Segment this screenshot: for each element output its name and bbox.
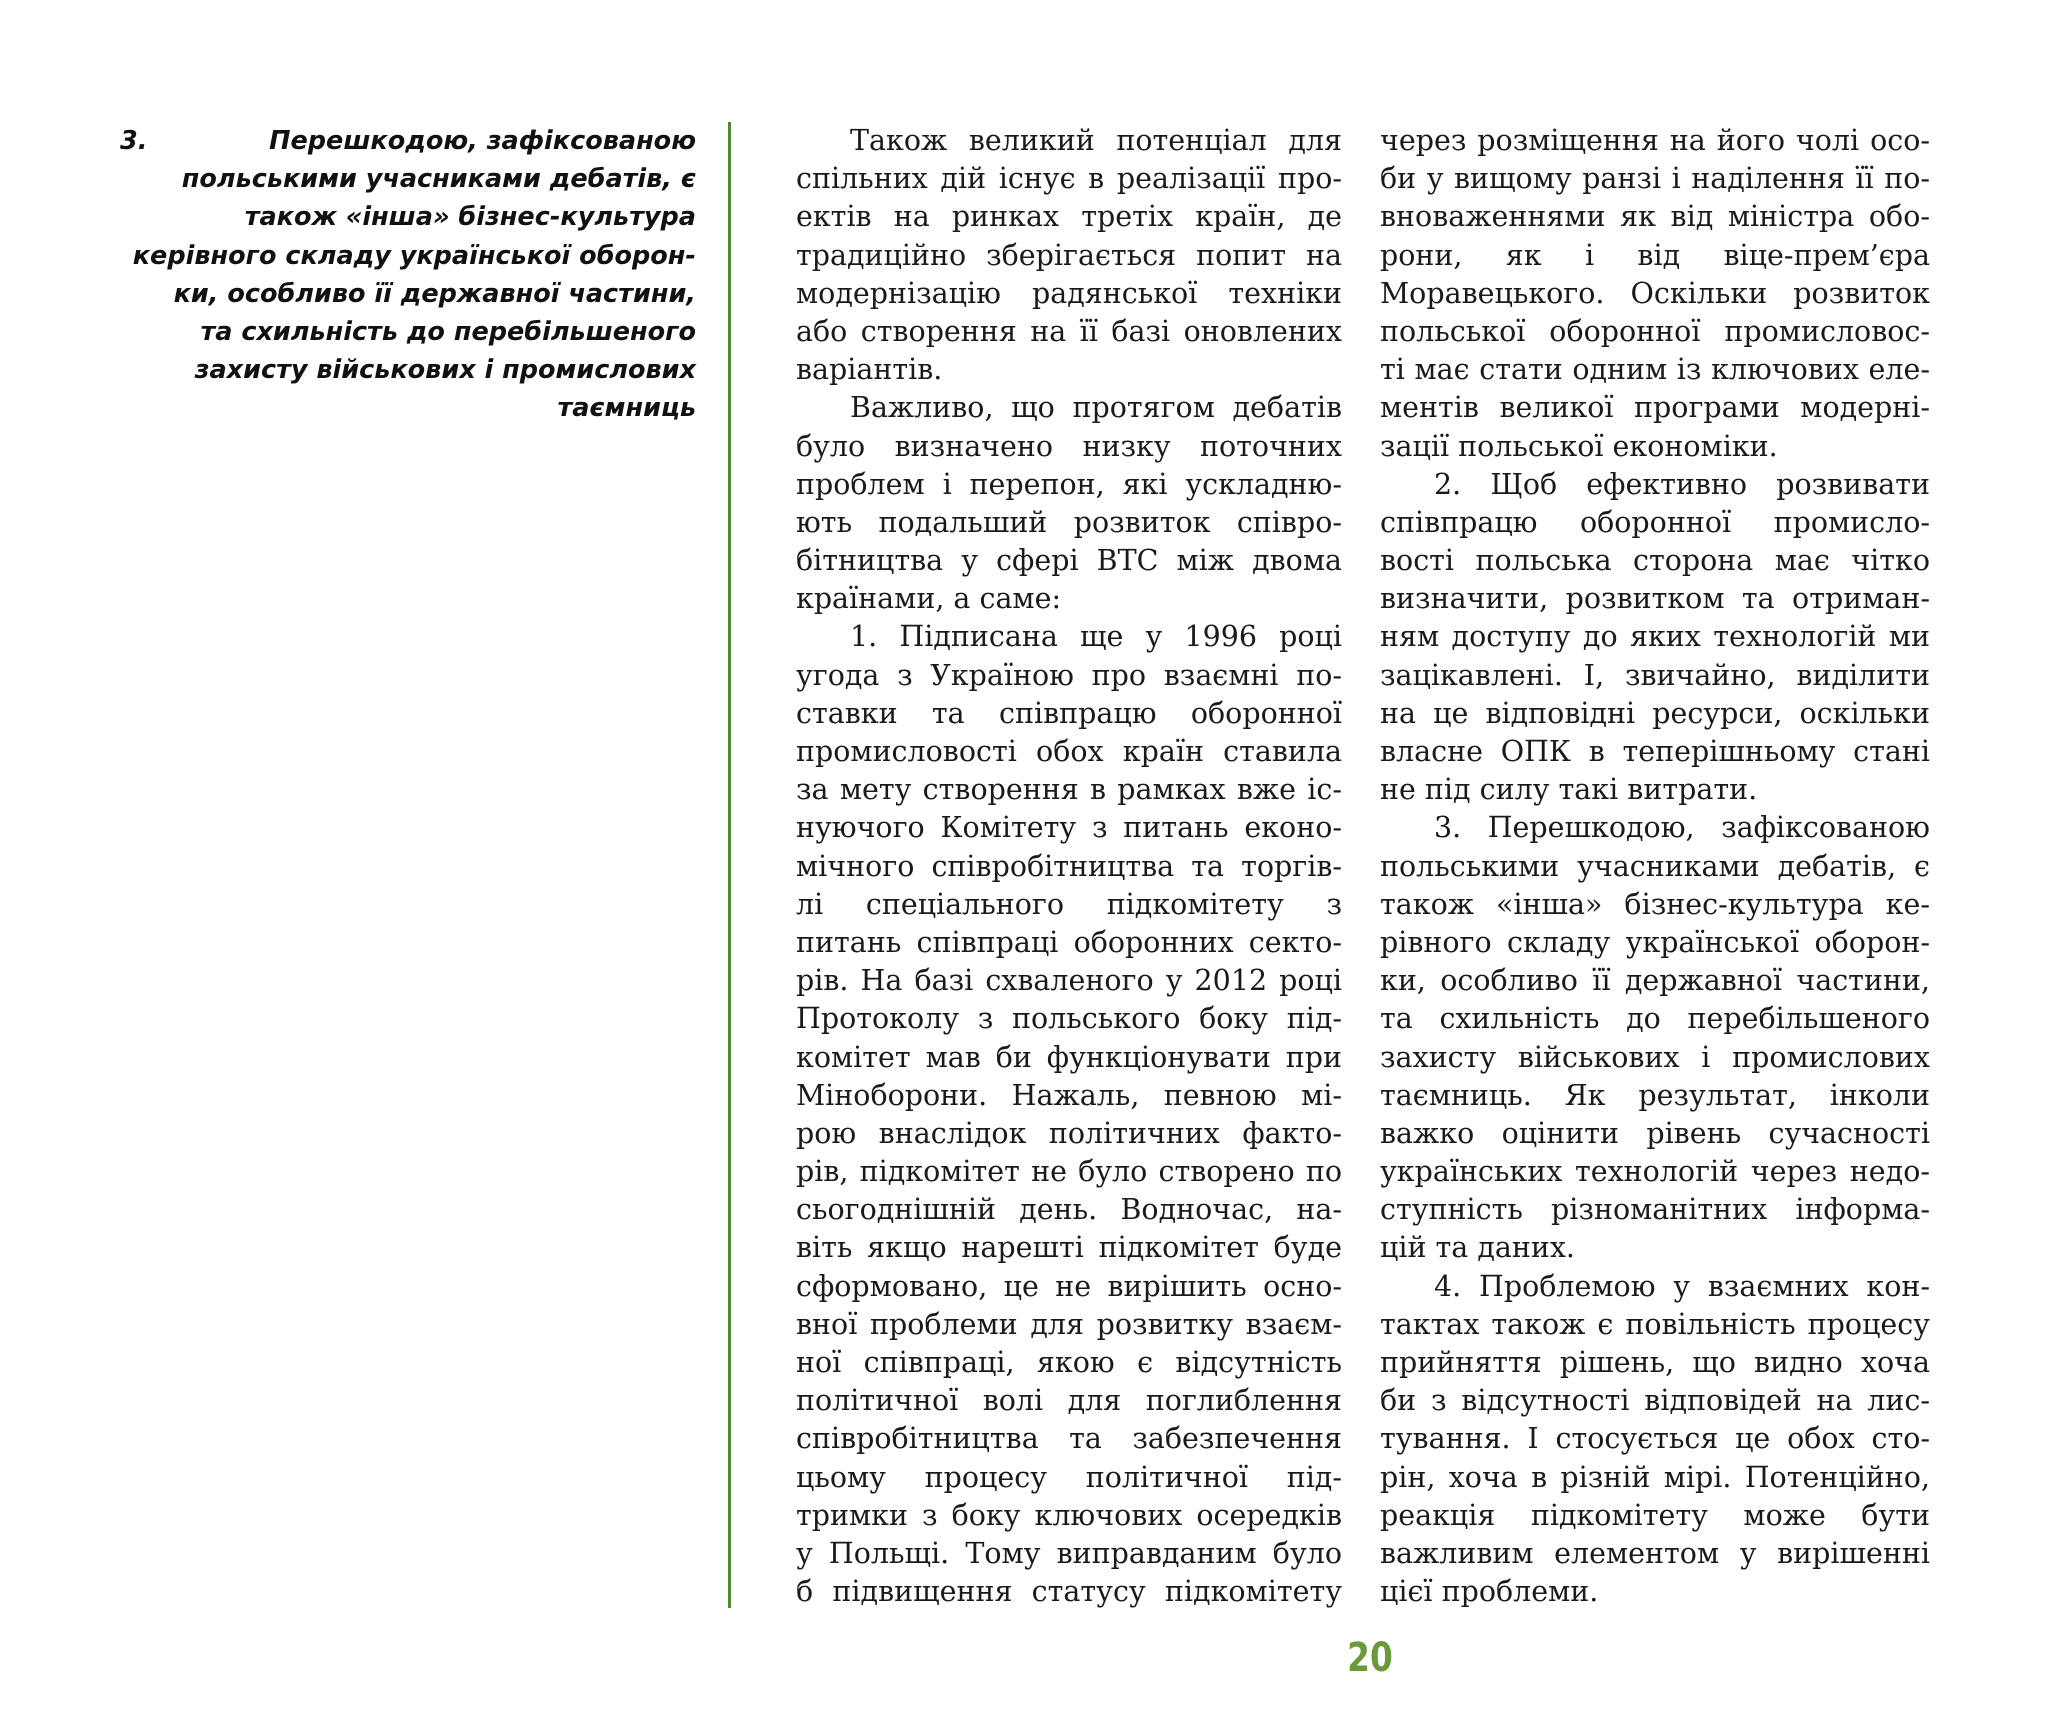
text-line: рою внаслідок політичних факто- <box>796 1116 1342 1150</box>
text-line: Важливо, що протягом дебатів <box>850 391 1342 425</box>
text-line: ють подальший розвиток співро- <box>796 505 1342 539</box>
text-line: або створення на її базі оновлених <box>796 314 1342 348</box>
text-line: цьому процесу політичної під- <box>796 1460 1342 1494</box>
text-line: 4. Проблемою у взаємних кон- <box>1434 1269 1930 1303</box>
text-line: спільних дій існує в реалізації про- <box>796 162 1342 196</box>
text-line: та схильність до перебільшеного <box>1380 1002 1930 1036</box>
text-line: 2. Щоб ефективно розвивати <box>1434 467 1930 501</box>
text-line: варіантів. <box>796 353 943 387</box>
text-line: на це відповідні ресурси, оскільки <box>1380 696 1930 730</box>
text-line: модернізацію радянської техніки <box>796 276 1342 310</box>
text-line: також «інша» бізнес-культура ке- <box>1380 887 1930 921</box>
text-line: рів, підкомітет не було створено по <box>796 1155 1342 1189</box>
text-line: сформовано, це не вирішить осно- <box>796 1269 1342 1303</box>
text-line: ням доступу до яких технологій ми <box>1380 620 1930 654</box>
text-line: промисловості обох країн ставила <box>796 735 1342 768</box>
text-line: цієї проблеми. <box>1380 1575 1599 1609</box>
pull-quote-line: Перешкодою, зафіксованою <box>269 126 696 156</box>
text-line: важливим елементом у вирішенні <box>1380 1536 1930 1570</box>
text-line: тримки з боку ключових осередків <box>796 1498 1342 1532</box>
text-line: віть якщо нарешті підкомітет буде <box>796 1231 1342 1265</box>
text-line: комітет мав би функціонувати при <box>796 1040 1342 1074</box>
text-line: ті має стати одним із ключових еле- <box>1380 353 1930 387</box>
text-line: зацікавлені. І, звичайно, виділити <box>1380 658 1930 692</box>
text-line: було визначено низку поточних <box>796 429 1342 463</box>
text-line: б підвищення статусу підкомітету <box>796 1575 1342 1609</box>
text-line: Моравецького. Оскільки розвиток <box>1380 276 1930 310</box>
page-number: 20 <box>1347 1635 1393 1681</box>
pull-quote-line: захисту військових і промислових <box>194 355 696 386</box>
pull-quote-line: також «інша» бізнес-культура <box>244 202 696 233</box>
text-line: мічного співробітництва та торгів- <box>796 849 1342 883</box>
text-line: захисту військових і промислових <box>1380 1040 1930 1074</box>
text-line: вноваженнями як від міністра обо- <box>1380 200 1930 234</box>
text-line: рів. На базі схваленого у 2012 році <box>796 964 1342 998</box>
pull-quote-line: та схильність до перебільшеного <box>200 317 696 348</box>
text-line: питань співпраці оборонних секто- <box>796 925 1342 959</box>
text-line: угода з Україною про взаємні по- <box>796 658 1342 692</box>
text-line: польської оборонної промисловос- <box>1380 314 1930 348</box>
pull-quote-first-line <box>120 122 696 160</box>
pull-quote-number: 3. <box>120 126 148 156</box>
text-line: 1. Підписана ще у 1996 році <box>850 620 1342 654</box>
text-line: прийняття рішень, що видно хоча <box>1380 1346 1930 1379</box>
pull-quote-line: польськими учасниками дебатів, є <box>181 164 696 195</box>
pull-quote-line: ки, особливо її державної частини, <box>173 278 696 309</box>
text-line: ки, особливо її державної частини, <box>1380 964 1930 998</box>
text-line: не під силу такі витрати. <box>1380 773 1758 807</box>
text-line: рони, як і від віце-прем’єра <box>1380 238 1930 272</box>
text-line: у Польщі. Тому виправданим було <box>796 1536 1342 1570</box>
text-line: Протоколу з польського боку під- <box>796 1002 1342 1036</box>
text-line: тактах також є повільність процесу <box>1380 1307 1930 1341</box>
text-line: вості польська сторона має чітко <box>1380 544 1930 578</box>
pull-quote <box>120 122 696 428</box>
text-line: би з відсутності відповідей на лис- <box>1380 1384 1930 1418</box>
text-line: сьогоднішній день. Водночас, на- <box>796 1193 1342 1227</box>
text-line: нуючого Комітету з питань еконо- <box>796 811 1342 845</box>
text-line: Міноборони. Нажаль, певною мі- <box>796 1078 1342 1112</box>
text-line: традиційно зберігається попит на <box>796 238 1342 272</box>
text-line: ної співпраці, якою є відсутність <box>796 1346 1342 1379</box>
text-column-left <box>796 122 1342 1611</box>
text-line: країнами, а саме: <box>796 582 1062 616</box>
text-line: тування. І стосується це обох сто- <box>1380 1422 1930 1456</box>
text-line: реакція підкомітету може бути <box>1380 1498 1930 1532</box>
pull-quote-line: керівного складу української оборон- <box>132 240 696 271</box>
text-line: таємниць. Як результат, інколи <box>1380 1078 1930 1112</box>
text-line: 3. Перешкодою, зафіксованою <box>1434 811 1930 845</box>
text-line: рівного складу української оборон- <box>1380 925 1930 959</box>
pull-quote-line: таємниць <box>557 393 696 424</box>
text-line: українських технологій через недо- <box>1380 1155 1930 1189</box>
text-line: проблем і перепон, які ускладню- <box>796 467 1342 501</box>
text-line: за мету створення в рамках вже іс- <box>796 773 1342 807</box>
vertical-divider <box>728 122 731 1608</box>
text-line: бітництва у сфері ВТС між двома <box>796 544 1342 578</box>
text-line: через розміщення на його чолі осо- <box>1380 124 1930 157</box>
text-line: ектів на ринках третіх країн, де <box>796 200 1342 234</box>
text-line: визначити, розвитком та отриман- <box>1380 582 1930 616</box>
text-line: ставки та співпрацю оборонної <box>796 696 1342 730</box>
text-line: власне ОПК в теперішньому стані <box>1380 735 1930 768</box>
text-line: лі спеціального підкомітету з <box>796 887 1342 921</box>
text-line: політичної волі для поглиблення <box>796 1384 1342 1418</box>
text-line: співпрацю оборонної промисло- <box>1380 505 1930 539</box>
text-line: ступність різноманітних інформа- <box>1380 1193 1930 1227</box>
text-column-right <box>1380 122 1930 1611</box>
text-line: цій та даних. <box>1380 1231 1575 1265</box>
text-line: рін, хоча в різній мірі. Потенційно, <box>1380 1460 1930 1494</box>
text-line: ментів великої програми модерні- <box>1380 391 1930 425</box>
text-line: вної проблеми для розвитку взаєм- <box>796 1307 1342 1341</box>
text-line: співробітництва та забезпечення <box>796 1422 1342 1456</box>
text-line: польськими учасниками дебатів, є <box>1380 849 1930 883</box>
text-line: важко оцінити рівень сучасності <box>1380 1116 1930 1150</box>
text-line: би у вищому ранзі і наділення її по- <box>1380 162 1930 196</box>
text-line: Також великий потенціал для <box>850 124 1342 157</box>
text-line: зації польської економіки. <box>1380 429 1778 463</box>
